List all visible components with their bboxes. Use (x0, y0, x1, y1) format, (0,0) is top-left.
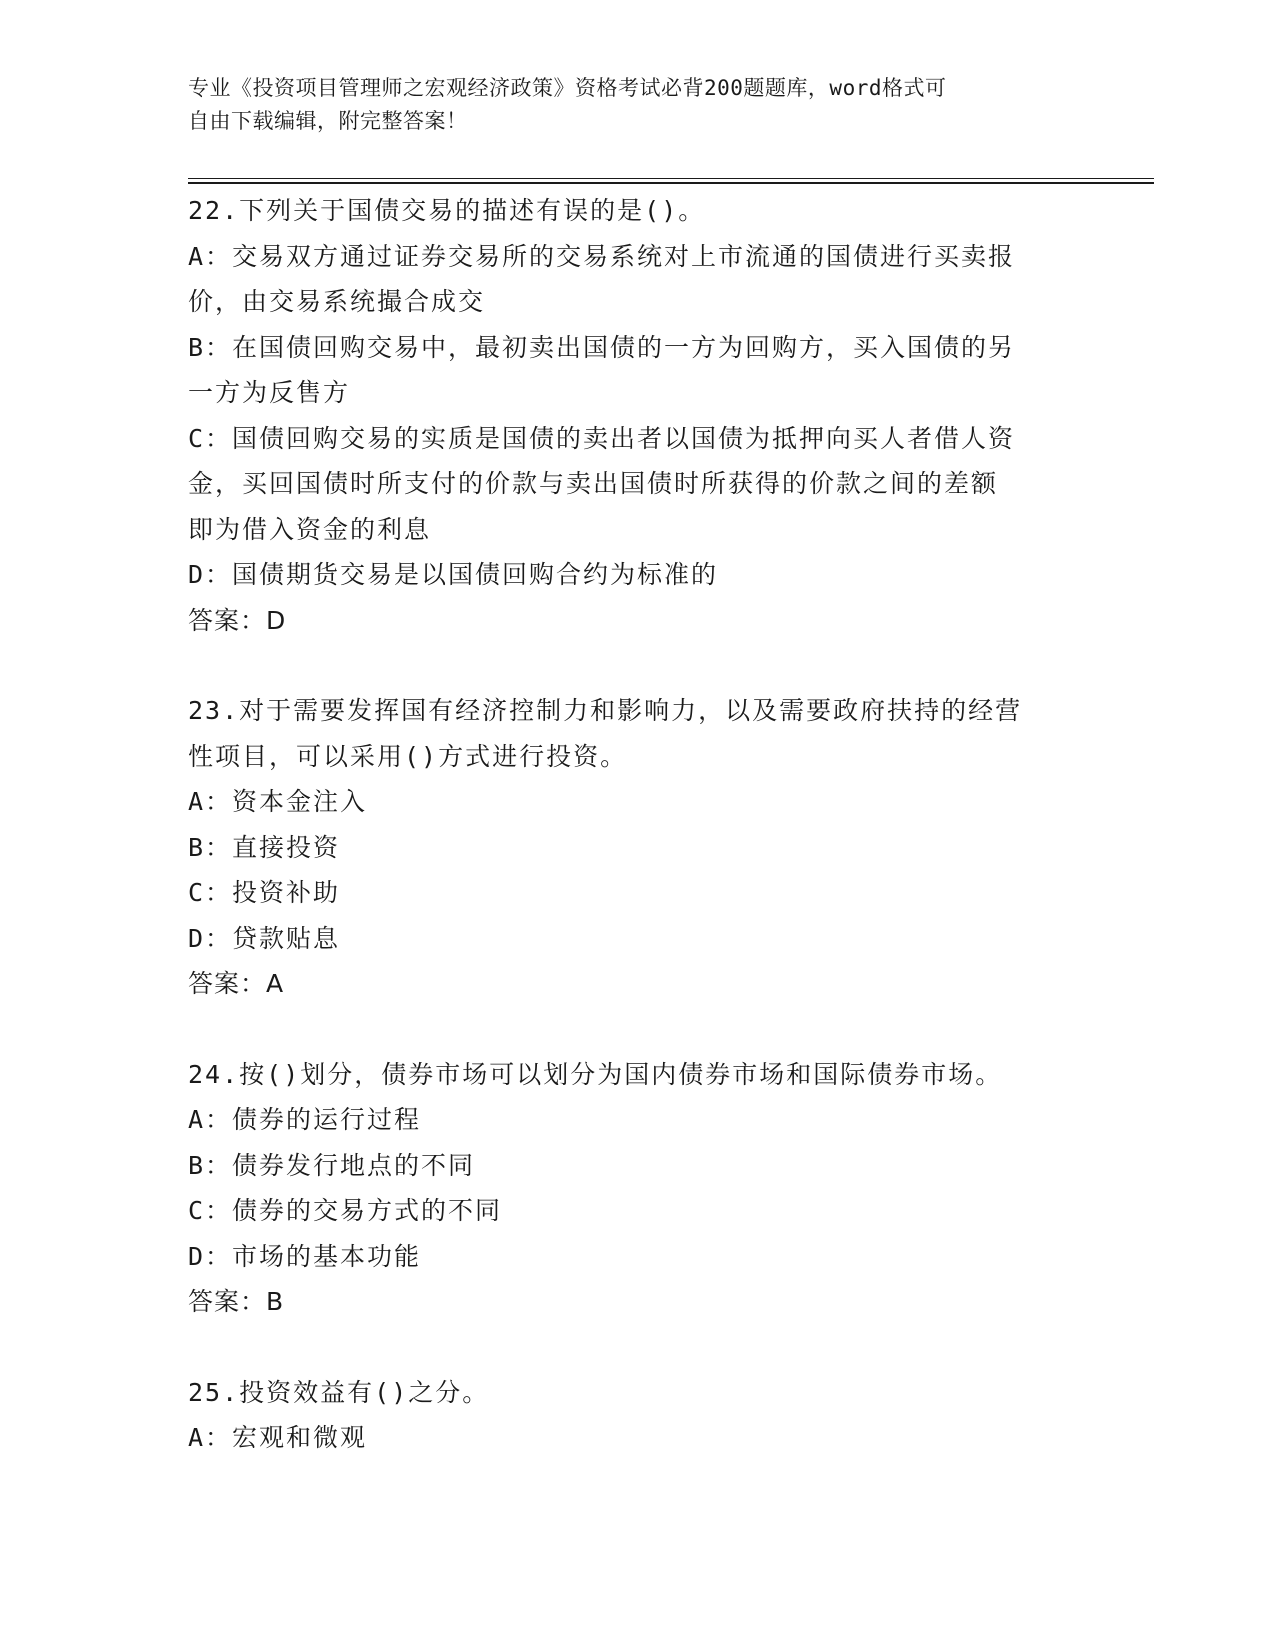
question-25 (188, 1370, 1068, 1461)
option-d: D：市场的基本功能 (188, 1241, 422, 1271)
option-b: B：直接投资 (188, 832, 341, 862)
option-line: D：国债期货交易是以国债回购合约为标准的 (188, 560, 719, 589)
option-line: B：在国债回购交易中，最初卖出国债的一方为回购方，买入国债的另 (188, 332, 1016, 362)
option-a: A：债券的运行过程 (188, 1105, 422, 1134)
question-23 (188, 688, 1068, 1007)
question-stem-line: 性项目，可以采用()方式进行投资。 (188, 741, 628, 771)
option-line: 价，由交易系统撮合成交 (188, 287, 486, 316)
question-stem-line: 23.对于需要发挥国有经济控制力和影响力，以及需要政府扶持的经营 (188, 696, 1023, 725)
option-line: 即为借入资金的利息 (188, 514, 432, 544)
question-24 (188, 1052, 1068, 1325)
answer-line: 答案：D (188, 605, 287, 635)
question-22 (188, 188, 1068, 643)
answer-line: 答案：A (188, 969, 285, 998)
option-c (188, 416, 1068, 553)
option-c: C：投资补助 (188, 878, 341, 907)
option-line: A：交易双方通过证券交易所的交易系统对上市流通的国债进行买卖报 (188, 241, 1016, 271)
option-line: C：国债回购交易的实质是国债的卖出者以国债为抵押向买人者借人资 (188, 423, 1016, 453)
question-stem-line: 24.按()划分，债券市场可以划分为国内债券市场和国际债券市场。 (188, 1059, 1003, 1089)
header-rule-thin (188, 178, 1154, 179)
option-b (188, 325, 1068, 416)
option-c: C：债券的交易方式的不同 (188, 1196, 503, 1225)
answer-line: 答案：B (188, 1287, 285, 1316)
option-a (188, 234, 1068, 325)
question-stem-line: 22.下列关于国债交易的描述有误的是()。 (188, 196, 706, 225)
header-line-1: 专业《投资项目管理师之宏观经济政策》资格考试必背200题题库，word格式可 (188, 76, 947, 100)
option-a: A：宏观和微观 (188, 1423, 368, 1452)
option-d: D：贷款贴息 (188, 923, 341, 953)
header-line-2: 自由下载编辑，附完整答案！ (188, 109, 468, 133)
option-line: 金，买回国债时所支付的价款与卖出国债时所获得的价款之间的差额 (188, 469, 999, 498)
option-a: A：资本金注入 (188, 787, 368, 816)
question-list (188, 188, 1068, 1506)
option-d (188, 552, 1068, 598)
document-header (188, 72, 1068, 138)
option-line: 一方为反售方 (188, 378, 351, 407)
option-b: B：债券发行地点的不同 (188, 1150, 476, 1180)
question-stem-line: 25.投资效益有()之分。 (188, 1377, 490, 1407)
header-rule-thick (188, 182, 1154, 184)
